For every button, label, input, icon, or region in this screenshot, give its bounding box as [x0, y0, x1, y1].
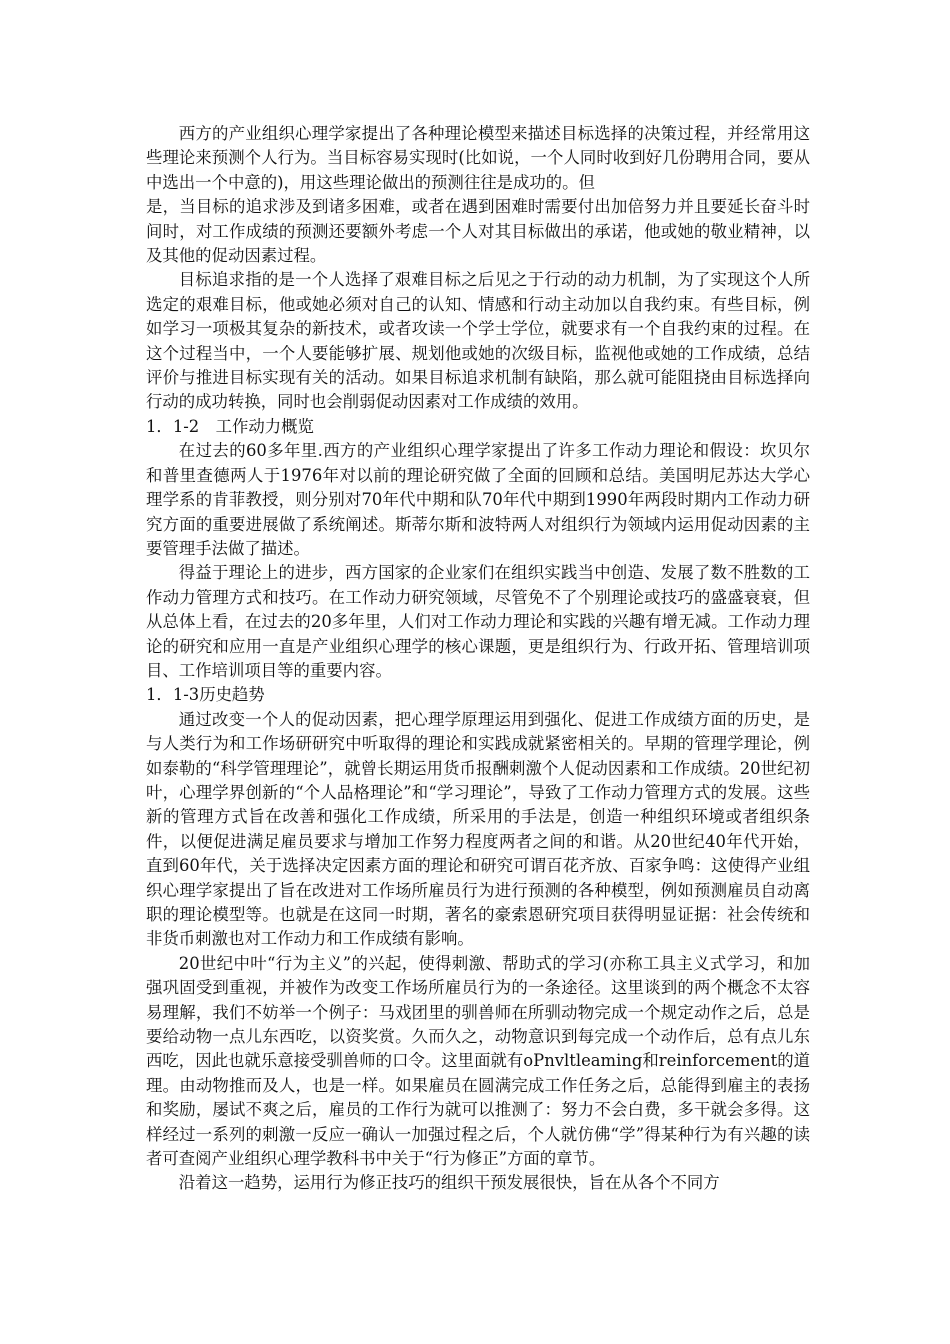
paragraph-goal-pursuit: 目标追求指的是一个人选择了艰难目标之后见之于行动的动力机制，为了实现这个人所选定的艰难目标，他或她必须对自己的认知、情感和行动主动加以自我约束。有些目标，例如学习一项极其复杂的新技术，或者攻读一个学士学位，就要求有一个自我约束的过程。在这个过程当中，一个人要能够扩展、规划他或她的次级目标，监视他或她的工作成绩，总结评价与推进目标实现有关的活动。如果目标追求机制有缺陷，那么就可能阻挠由目标选择向行动的成功转换，同时也会削弱促动因素对工作成绩的效用。 [146, 270, 810, 412]
paragraph-history: 通过改变一个人的促动因素，把心理学原理运用到强化、促进工作成绩方面的历史，是与人类行为和工作场研研究中听取得的理论和实践成就紧密相关的。早期的管理学理论，例如泰勒的“科学管理理论”，就曾长期运用货币报酬刺激个人促动因素和工作成绩。20世纪初叶，心理学界创新的“个人品格理论”和“学习理论”，导致了工作动力管理方式的发展。这些新的管理方式旨在改善和强化工作成绩，所采用的手法是，创造一种组织环境或者组织条件，以便促进满足雇员要求与增加工作努力程度两者之间的和谐。从20世纪40年代开始，直到60年代，关于选择决定因素方面的理论和研究可谓百花齐放、百家争鸣：这使得产业组织心理学家提出了旨在改进对工作场所雇员行为进行预测的各种模型，例如预测雇员自动离职的理论模型等。也就是在这同一时期，著名的豪索恩研究项目获得明显证据：社会传统和非货币刺激也对工作动力和工作成绩有影响。 [146, 709, 810, 949]
paragraph-goal-selection: 西方的产业组织心理学家提出了各种理论模型来描述目标选择的决策过程，并经常用这些理论来预测个人行为。当目标容易实现时(比如说，一个人同时收到好几份聘用合同，要从中选出一个中意的)，用这些理论做出的预测往往是成功的。但 [146, 124, 810, 192]
paragraph-theory-review: 在过去的60多年里.西方的产业组织心理学家提出了许多工作动力理论和假设：坎贝尔和普里查德两人于1976年对以前的理论研究做了全面的回顾和总结。美国明尼苏达大学心理学系的肯菲教授，则分别对70年代中期和队70年代中期到1990年两段时期内工作动力研究方面的重要进展做了系统阐述。斯蒂尔斯和波特两人对组织行为领域内运用促动因素的主要管理手法做了描述。 [146, 441, 810, 558]
paragraph-management-practice: 得益于理论上的进步，西方国家的企业家们在组织实践当中创造、发展了数不胜数的工作动力管理方式和技巧。在工作动力研究领域，尽管免不了个别理论或技巧的盛盛衰衰，但从总体上看，在过去的20多年里，人们对工作动力理论和实践的兴趣有增无减。工作动力理论的研究和应用一直是产业组织心理学的核心课题，更是组织行为、行政开拓、管理培训项目、工作培训项目等的重要内容。 [146, 563, 810, 680]
section-heading-historical-trends: 1．1-3历史趋势 [146, 685, 265, 705]
paragraph-goal-selection-continued: 是，当目标的追求涉及到诸多困难，或者在遇到困难时需要付出加倍努力并且要延长奋斗时间时，对工作成绩的预测还要额外考虑一个人对其目标做出的承诺，他或她的敬业精神，以及其他的促动因素过程。 [146, 197, 810, 266]
paragraph-behaviorism: 20世纪中叶“行为主义”的兴起，使得刺激、帮助式的学习(亦称工具主义式学习，和加强巩固受到重视，并被作为改变工作场所雇员行为的一条途径。这里谈到的两个概念不太容易理解，我们不妨举一个例子：马戏团里的驯兽师在所驯动物完成一个规定动作之后，总是要给动物一点儿东西吃，以资奖赏。久而久之，动物意识到每完成一个动作后，总有点儿东西吃，因此也就乐意接受驯兽师的口令。这里面就有oPnvltleaming和reinforcement的道理。由动物推而及人，也是一样。如果雇员在圆满完成工作任务之后，总能得到雇主的表扬和奖励，屡试不爽之后，雇员的工作行为就可以推测了：努力不会白费，多干就会多得。这样经过一系列的刺激一反应一确认一加强过程之后，个人就仿佛“学”得某种行为有兴趣的读者可查阅产业组织心理学教科书中关于“行为修正”方面的章节。 [146, 953, 810, 1169]
paragraph-behavior-modification: 沿着这一趋势，运用行为修正技巧的组织干预发展很快，旨在从各个不同方 [178, 1173, 720, 1193]
section-heading-work-motivation-overview: 1．1-2 工作动力概览 [146, 416, 314, 436]
document-page [146, 122, 810, 1196]
